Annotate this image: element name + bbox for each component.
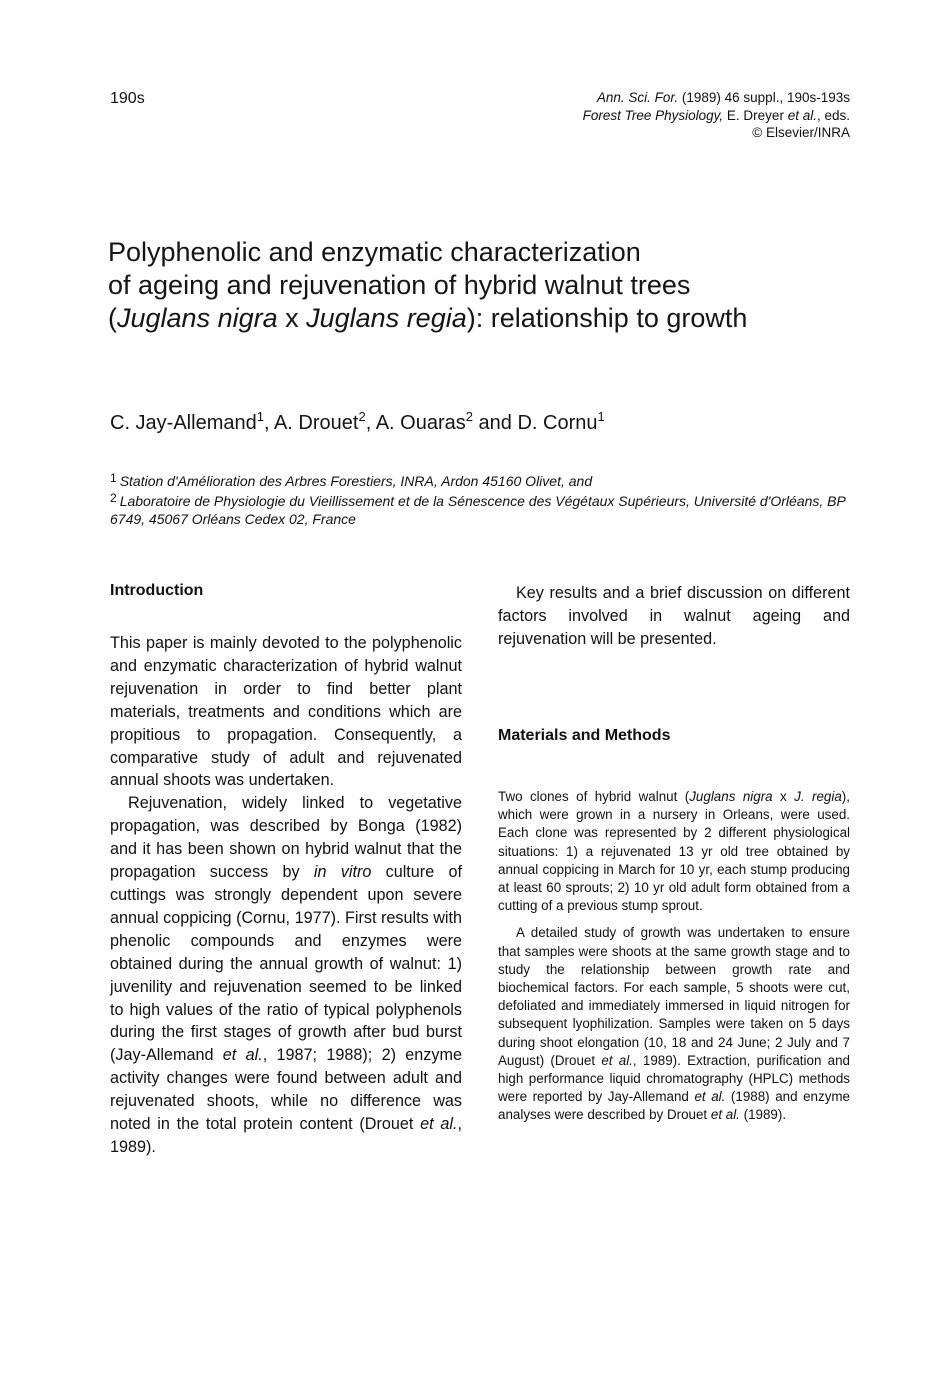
copyright: © Elsevier/INRA xyxy=(752,125,850,140)
editors-etal: et al. xyxy=(787,107,817,123)
methods-p1-species-1: Juglans nigra xyxy=(689,789,773,804)
affiliation-2-text: Laboratoire de Physiologie du Vieillissement et de la Sénescence des Végétaux Supérieurs, Université d'Orléans, BP 6749, 45067 Orléans Cedex 02, France xyxy=(110,493,846,527)
methods-p2-etal-1: et al. xyxy=(601,1052,633,1068)
methods-p1-part-a: Two clones of hybrid walnut ( xyxy=(498,789,690,804)
journal-abbr: Ann. Sci. For. xyxy=(596,90,679,105)
methods-p1-cross: x xyxy=(772,789,795,804)
methods-body xyxy=(498,788,850,1125)
methods-p1-species-2: J. regia xyxy=(794,789,842,804)
journal-line xyxy=(583,89,850,107)
methods-p2-part-b: , 1989). Extraction, purification and high performance liquid chromatography (HPLC) methods were reported by Jay-Allemand xyxy=(498,1052,850,1105)
journal-citation xyxy=(583,89,850,142)
introduction-paragraph-2 xyxy=(110,792,462,1159)
author-4-affil: 1 xyxy=(597,409,605,424)
intro-p2-part-b: culture of cuttings was strongly dependent upon severe annual coppicing (Cornu, 1977). First results with phenolic compounds and enzymes were obtained during the annual growth of walnut: 1) juvenility and rejuvenation seemed to be linked to high values of the ratio of typical polyphenols during the first stages of growth after bud burst (Jay-Allemand xyxy=(110,863,462,1065)
author-1-affil: 1 xyxy=(256,409,264,424)
methods-paragraph-1 xyxy=(498,788,850,915)
affiliation-1-text: Station d'Amélioration des Arbres Forestiers, INRA, Ardon 45160 Olivet, and xyxy=(119,473,593,489)
methods-paragraph-2 xyxy=(498,924,850,1124)
title-line-3: (Juglans nigra x Juglans regia): relationship to growth xyxy=(108,303,748,333)
author-4: and D. Cornu xyxy=(472,412,598,434)
title-rest: ): relationship to growth xyxy=(466,303,748,333)
intro-p2-part-d: , 1989). xyxy=(110,1115,462,1156)
intro-p2-part-c: , 1987; 1988); 2) enzyme activity changes were found between adult and rejuvenated shoots, while no difference was noted in the total protein content (Drouet xyxy=(110,1046,462,1134)
affiliation-2-number: 2 xyxy=(110,491,117,505)
methods-p2-etal-3: et al. xyxy=(710,1107,740,1123)
author-3-affil: 2 xyxy=(465,409,473,424)
methods-heading: Materials and Methods xyxy=(498,727,671,744)
affiliation-1 xyxy=(110,469,850,490)
author-1: C. Jay-Allemand xyxy=(110,412,257,434)
intro-p2-etal-1: et al. xyxy=(222,1046,263,1065)
introduction-body xyxy=(110,632,462,1159)
author-list xyxy=(110,409,605,435)
book-title: Forest Tree Physiology, xyxy=(582,107,724,123)
title-line-1: Polyphenolic and enzymatic characterization xyxy=(108,237,641,267)
methods-p2-part-c: (1988) and enzyme analyses were described by Drouet xyxy=(498,1089,850,1123)
title-cross: x xyxy=(277,303,307,333)
methods-p2-part-d: (1989). xyxy=(739,1107,787,1123)
title-line-2: of ageing and rejuvenation of hybrid walnut trees xyxy=(108,270,691,300)
editors: E. Dreyer xyxy=(723,107,788,123)
introduction-paragraph-3: Key results and a brief discussion on different factors involved in walnut ageing and rejuvenation will be presented. xyxy=(498,584,850,648)
intro-p2-invitro: in vitro xyxy=(313,863,372,882)
introduction-paragraph-1: This paper is mainly devoted to the polyphenolic and enzymatic characterization of hybrid walnut rejuvenation in order to find better plant materials, treatments and conditions which are propitious to propagation. Consequently, a comparative study of adult and rejuvenated annual shoots was undertaken. xyxy=(110,634,462,790)
intro-p2-etal-2: et al. xyxy=(420,1115,458,1134)
methods-p2-etal-2: et al. xyxy=(694,1089,726,1105)
affiliation-1-number: 1 xyxy=(110,471,117,485)
page-number: 190s xyxy=(110,90,145,107)
author-2: , A. Drouet xyxy=(263,412,359,434)
editors-suffix: , eds. xyxy=(816,107,850,123)
journal-issue: (1989) 46 suppl., 190s-193s xyxy=(678,90,850,105)
affiliation-2 xyxy=(110,489,850,528)
introduction-heading: Introduction xyxy=(110,582,204,599)
author-3: , A. Ouaras xyxy=(365,412,466,434)
intro-p2-part-a: Rejuvenation, widely linked to vegetative propagation, was described by Bonga (1982) and it has been shown on hybrid walnut that the propagation success by xyxy=(110,794,462,882)
book-line xyxy=(583,107,850,125)
paper-title xyxy=(108,236,848,335)
author-2-affil: 2 xyxy=(358,409,366,424)
methods-p2-part-a: A detailed study of growth was undertaken to ensure that samples were shoots at the same growth stage and to study the relationship between growth rate and biochemical factors. For each sample, 5 shoots were cut, defoliated and immediately immersed in liquid nitrogen for subsequent lyophilization. Samples were taken on 5 days during shoot elongation (10, 18 and 24 June; 2 July and 7 August) (Drouet xyxy=(498,925,850,1068)
title-species-1: Juglans nigra xyxy=(117,303,278,333)
methods-p1-part-b: ), which were grown in a nursery in Orleans, were used. Each clone was represented by 2 different physiological situations: 1) a rejuvenated 13 yr old tree obtained by annual coppicing in March for 10 yr, each stump producing at least 60 sprouts; 2) 10 yr old adult form obtained from a cutting of a previous stump sprout. xyxy=(498,789,850,914)
title-species-2: Juglans regia xyxy=(306,303,467,333)
